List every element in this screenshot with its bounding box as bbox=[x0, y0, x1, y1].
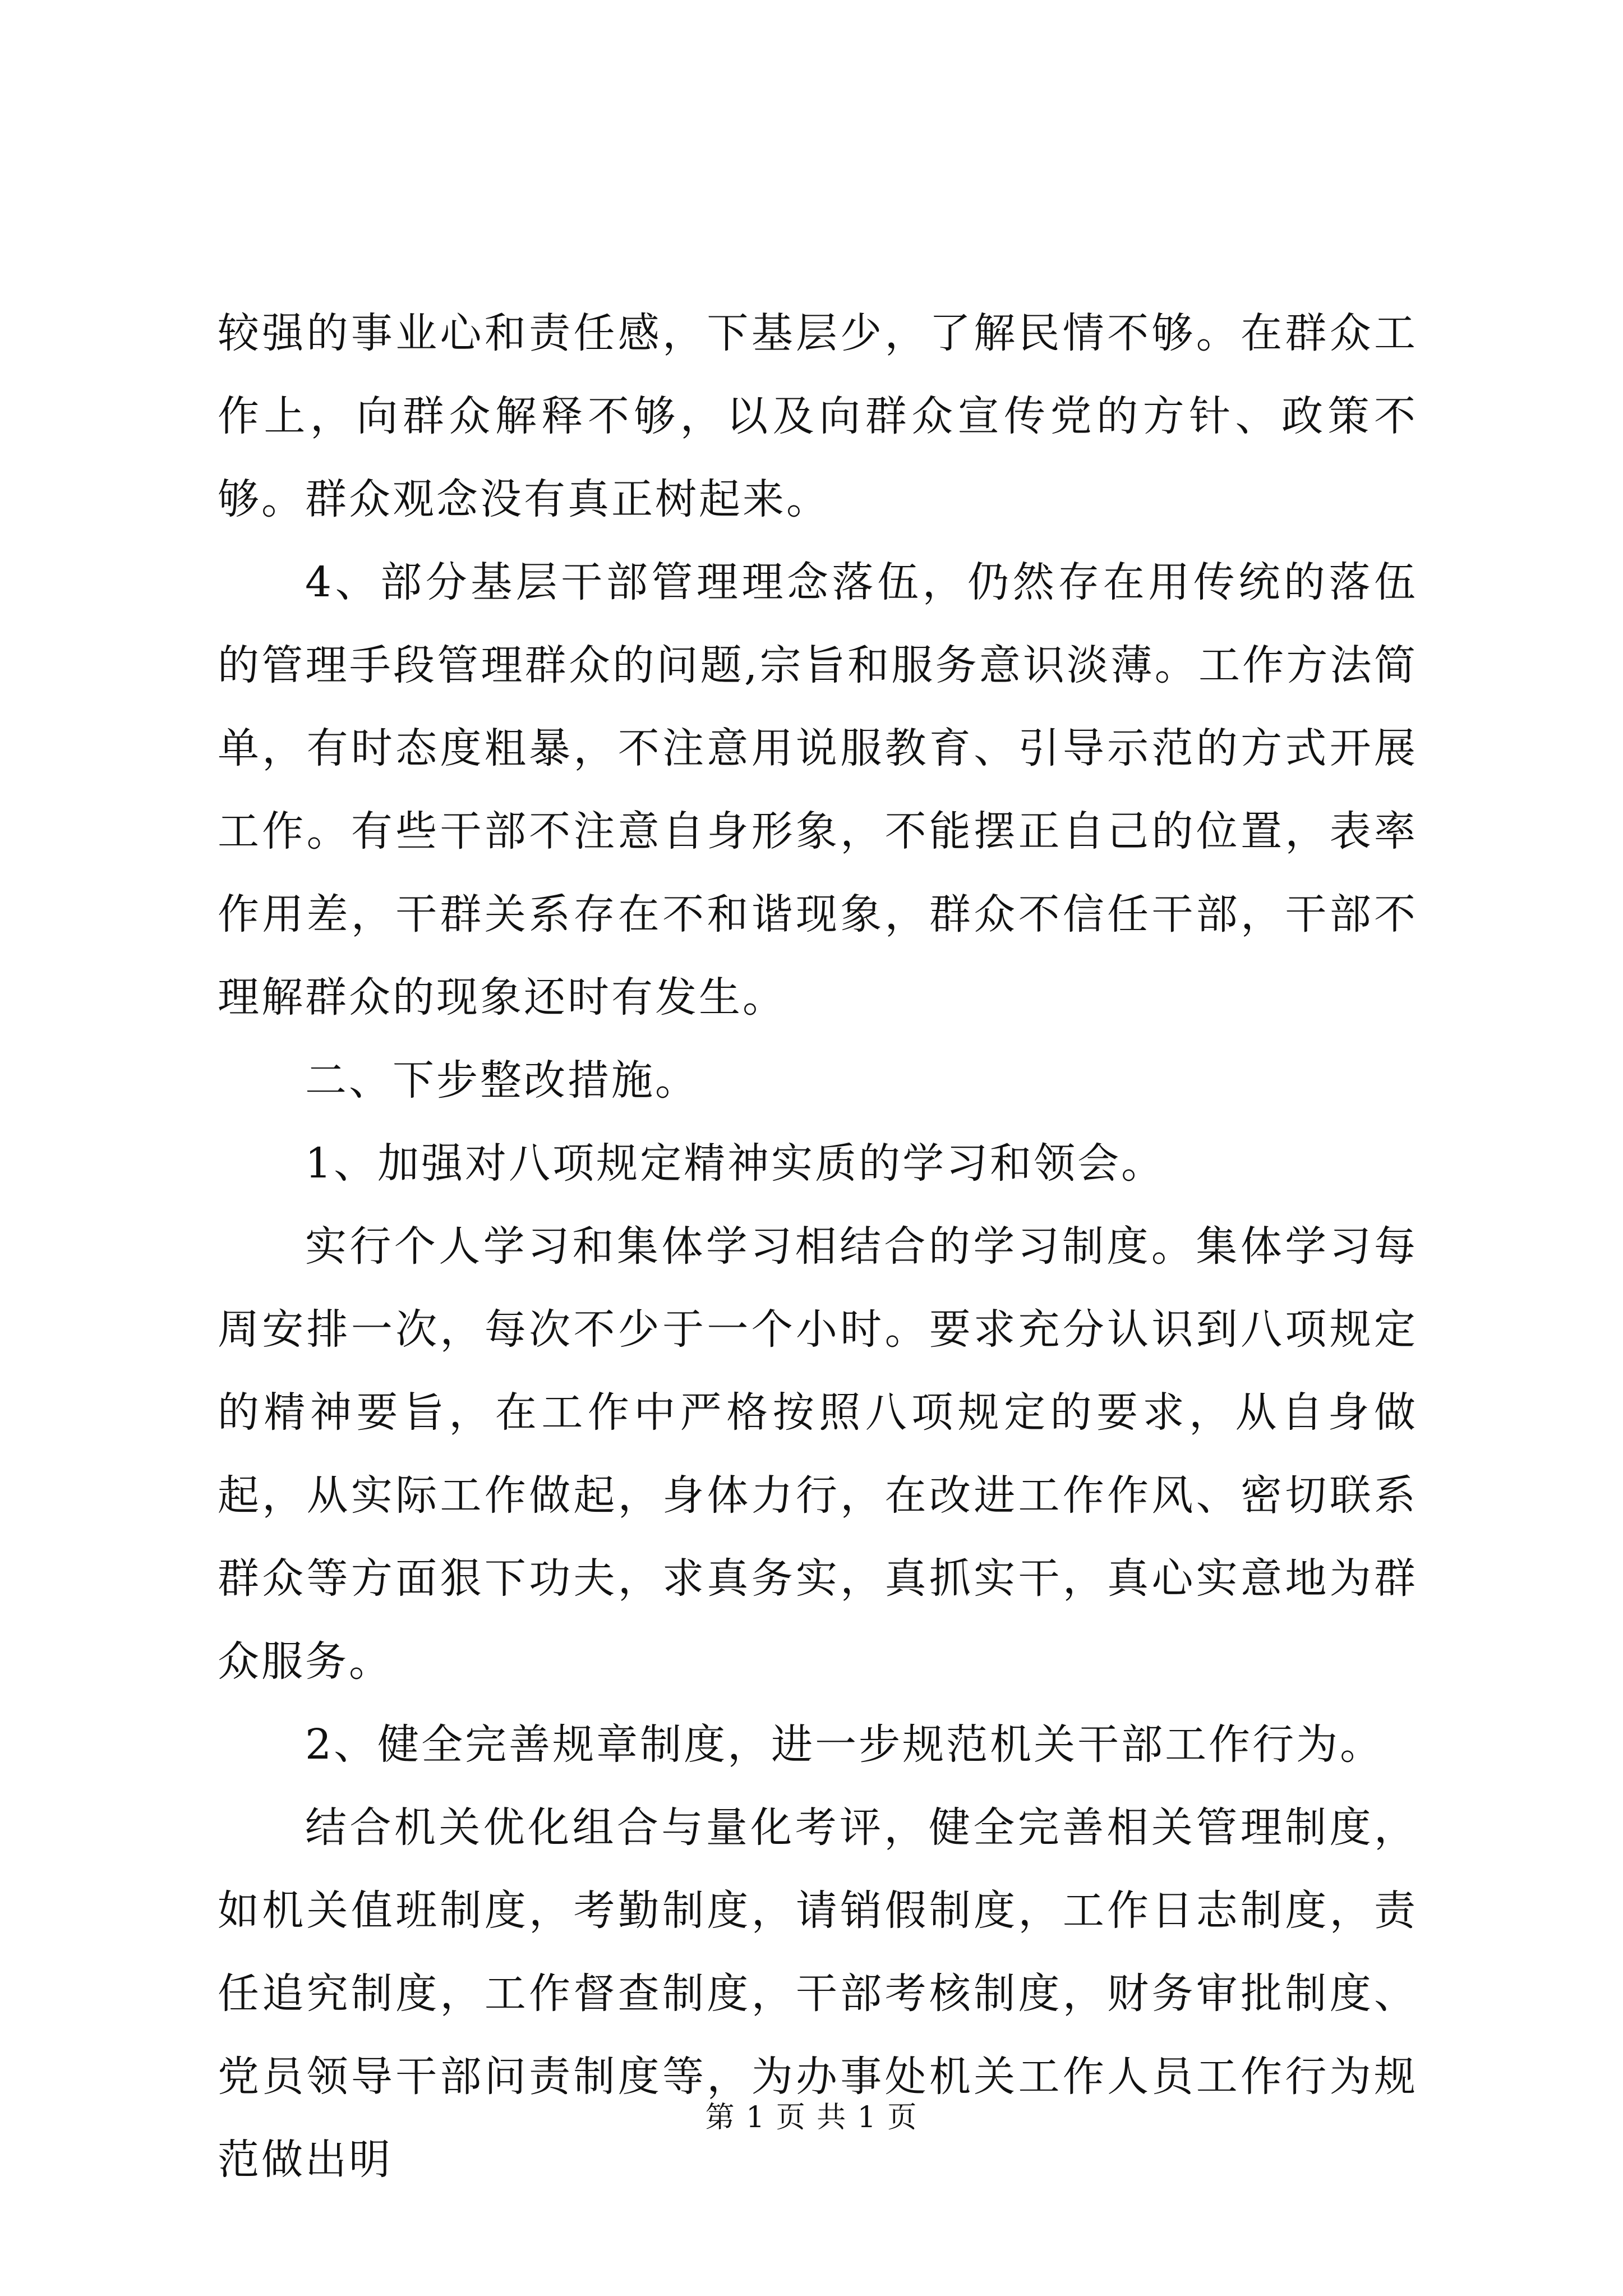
page-footer bbox=[0, 2101, 1623, 2134]
page-number-label: 第 1 页 共 1 页 bbox=[705, 2101, 918, 2134]
paragraph-rules-system: 结合机关优化组合与量化考评，健全完善相关管理制度，如机关值班制度，考勤制度，请销假制度，工作日志制度，责任追究制度，工作督查制度，干部考核制度，财务审批制度、党员领导干部问责制度等，为办事处机关工作人员工作行为规范做出明 bbox=[218, 1803, 1418, 2184]
paragraph-study-system: 实行个人学习和集体学习相结合的学习制度。集体学习每周安排一次，每次不少于一个小时。要求充分认识到八项规定的精神要旨，在工作中严格按照八项规定的要求，从自身做起，从实际工作做起，身体力行，在改进工作作风、密切联系群众等方面狠下功夫，求真务实，真抓实干，真心实意地为群众服务。 bbox=[218, 1222, 1418, 1686]
section-heading-measures: 二、下步整改措施。 bbox=[305, 1056, 699, 1105]
paragraph-continuation: 较强的事业心和责任感，下基层少，了解民情不够。在群众工作上，向群众解释不够，以及向群众宣传党的方针、政策不够。群众观念没有真正树起来。 bbox=[218, 309, 1418, 523]
paragraph-item-4: 4、部分基层干部管理理念落伍，仍然存在用传统的落伍的管理手段管理群众的问题,宗旨和服务意识淡薄。工作方法简单，有时态度粗暴，不注意用说服教育、引导示范的方式开展工作。有些干部不注意自身形象，不能摆正自己的位置，表率作用差，干群关系存在不和谐现象，群众不信任干部，干部不理解群众的现象还时有发生。 bbox=[218, 558, 1418, 1022]
subheading-item-1: 1、加强对八项规定精神实质的学习和领会。 bbox=[305, 1139, 1165, 1188]
document-body bbox=[218, 292, 1418, 2201]
subheading-item-2: 2、健全完善规章制度，进一步规范机关干部工作行为。 bbox=[305, 1720, 1384, 1769]
